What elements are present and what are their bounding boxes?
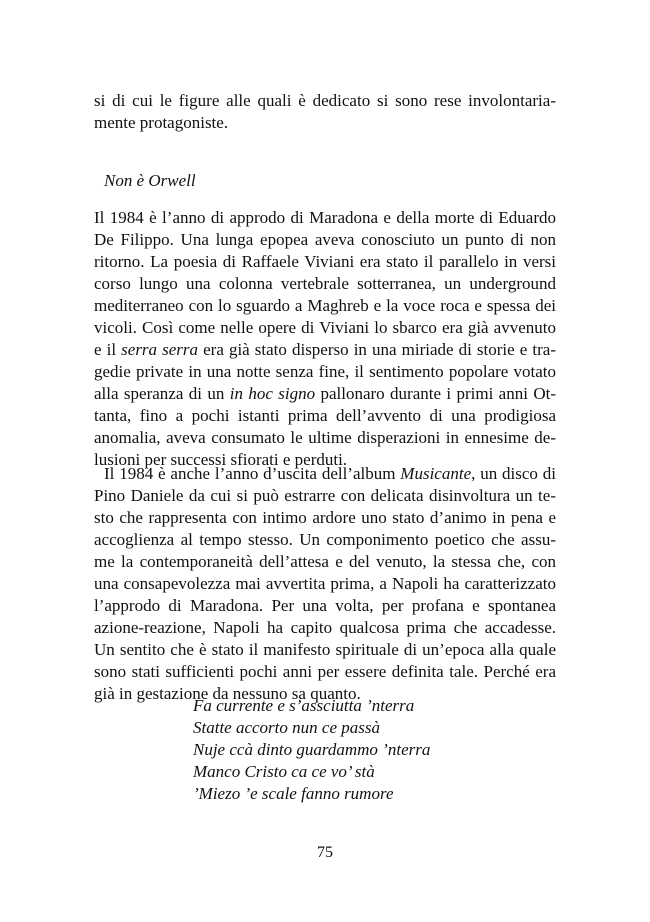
text-line: l’approdo di Maradona. Per una volta, per profana e spontanea (94, 596, 556, 615)
text-run: e il (94, 340, 122, 359)
text-run: Il 1984 è anche l’anno d’uscita dell’album (104, 464, 401, 483)
text-line: azione-reazione, Napoli ha capito qualcosa prima che accadesse. (94, 618, 556, 637)
text-line (94, 339, 556, 361)
intro-paragraph (94, 90, 556, 134)
text-line: si di cui le figure alle quali è dedicato si sono rese involontaria- (94, 91, 556, 110)
page-number: 75 (317, 844, 333, 861)
paragraph-1 (94, 207, 556, 471)
text-line: Il 1984 è l’anno di approdo di Maradona e della morte di Eduardo (94, 208, 556, 227)
text-line: me la contemporaneità dell’attesa e del venuto, la stessa che, con (94, 552, 556, 571)
poem-line: Manco Cristo ca ce vo’ stà (193, 762, 375, 781)
text-line: vicoli. Così come nelle opere di Viviani lo sbarco era già avvenuto (94, 318, 556, 337)
text-line: una consapevolezza mai avvertita prima, a Napoli ha caratterizzato (94, 574, 556, 593)
text-line: sto che rappresenta con intimo ardore uno stato d’animo in pena e (94, 508, 556, 527)
text-line: gedie private in una notte senza fine, il sentimento popolare votato (94, 362, 556, 381)
poem-line: Statte accorto nun ce passà (193, 718, 380, 737)
italic-phrase: serra serra (121, 340, 199, 359)
text-line: lusioni per successi sfiorati e perduti. (94, 450, 348, 469)
text-run: alla speranza di un (94, 384, 230, 403)
text-line: corso lungo una colonna vertebrale sotterranea, un underground (94, 274, 556, 293)
italic-phrase: Musicante (400, 464, 472, 483)
text-run: pallonaro durante i primi anni Ot- (315, 384, 556, 403)
text-line: ritorno. La poesia di Raffaele Viviani era stato il parallelo in versi (94, 252, 556, 271)
text-line (94, 463, 556, 485)
paragraph-2 (94, 463, 556, 705)
text-run: era già stato disperso in una miriade di storie e tra- (198, 340, 556, 359)
text-line: Un sentito che è stato il manifesto spirituale di un’epoca alla quale (94, 640, 556, 659)
text-line (94, 383, 556, 405)
text-line: mediterraneo con lo sguardo a Maghreb e la voce roca e spessa dei (94, 296, 556, 315)
section-title: Non è Orwell (104, 171, 196, 190)
poem-verses (193, 695, 430, 805)
text-line: accoglienza al tempo stesso. Un componimento poetico che assu- (94, 530, 556, 549)
text-line: Pino Daniele da cui si può estrarre con delicata disinvoltura un te- (94, 486, 556, 505)
text-line: mente protagoniste. (94, 113, 229, 132)
text-run: , un disco di (471, 464, 556, 483)
text-line: anomalia, aveva consumato le ultime disperazioni in ennesime de- (94, 428, 556, 447)
text-line: De Filippo. Una lunga epopea aveva conosciuto un punto di non (94, 230, 556, 249)
italic-phrase: in hoc signo (229, 384, 316, 403)
poem-line: Nuje ccà dinto guardammo ’nterra (193, 740, 431, 759)
text-line: già in gestazione da nessuno sa quanto. (94, 684, 361, 703)
text-line: tanta, fino a pochi istanti prima dell’avvento di una prodigiosa (94, 406, 556, 425)
poem-line: ’Miezo ’e scale fanno rumore (193, 784, 394, 803)
poem-line: Fa currente e s’assciutta ’nterra (193, 696, 415, 715)
text-line: sono stati sufficienti pochi anni per essere definita tale. Perché era (94, 662, 556, 681)
